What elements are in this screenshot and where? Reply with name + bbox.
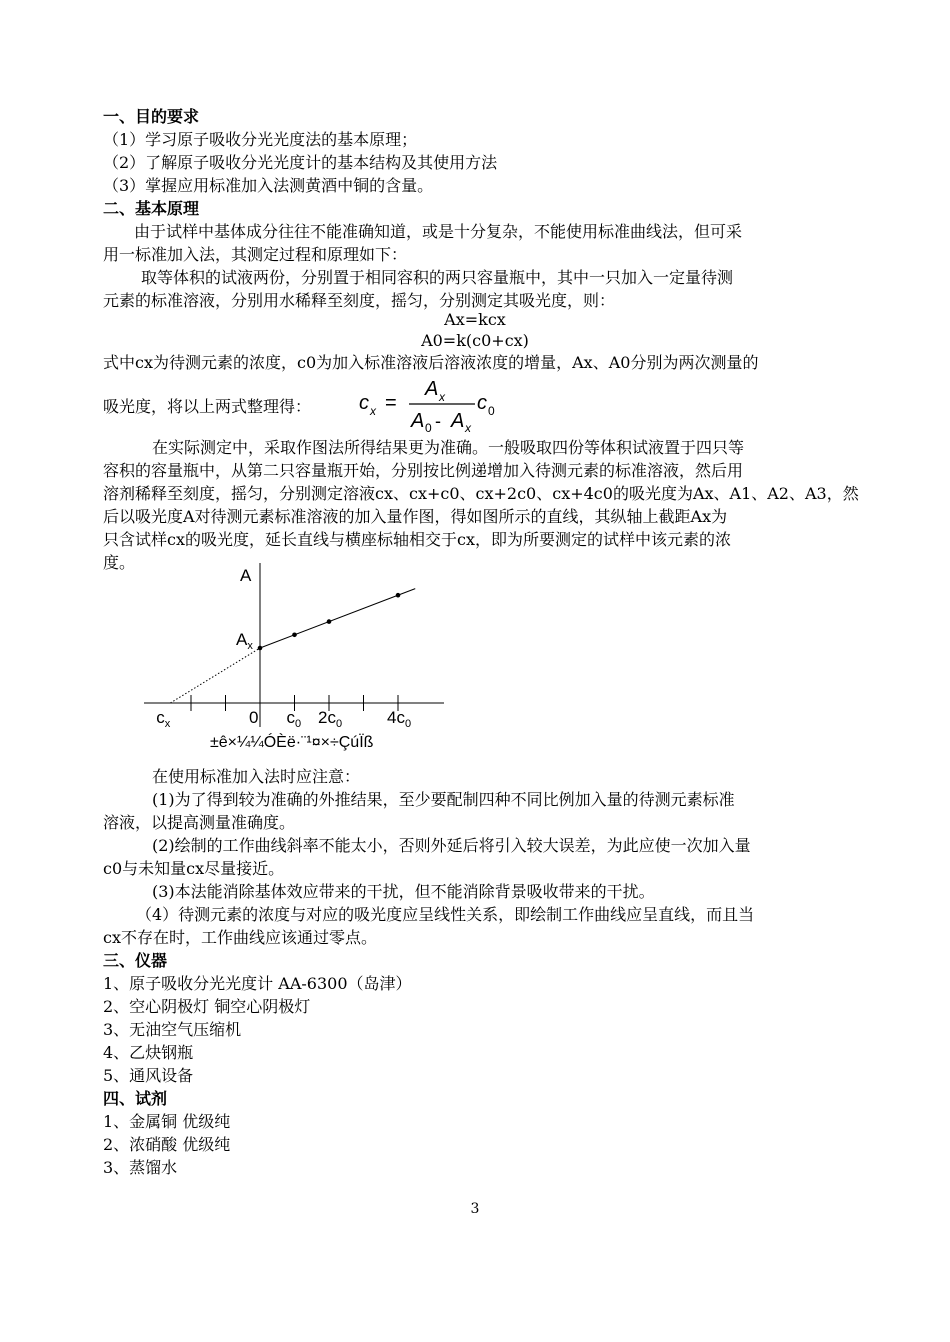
svg-text:0: 0: [488, 404, 495, 418]
x-tick-label-1: $c_x$: [156, 708, 171, 730]
notes-intro: 在使用标准加入法时应注意：: [152, 767, 361, 786]
y-axis-label: A: [240, 566, 252, 585]
chart-caption: ±ê×¼¼ÓÈë·¨¹¤×÷ÇúÏß: [210, 734, 374, 751]
x-tick-label-3: $c_0$: [286, 708, 302, 730]
principle-para2-line1: 取等体积的试液两份，分别置于相同容积的两只容量瓶中，其中一只加入一定量待测: [141, 268, 734, 287]
note-1-line2: 溶液，以提高测量准确度。: [103, 813, 296, 832]
intercept-label: $A_x$: [236, 630, 253, 652]
section-heading-principle: 二、基本原理: [103, 199, 200, 218]
section-heading-reagents: 四、试剂: [103, 1089, 168, 1108]
instrument-item-2: 2、空心阴极灯 铜空心阴极灯: [103, 997, 311, 1016]
principle-para5-line4: 后以吸光度A对待测元素标准溶液的加入量作图，得如图所示的直线，其纵轴上截距Ax为: [103, 507, 728, 526]
note-1-line1: (1)为了得到较为准确的外推结果，至少要配制四种不同比例加入量的待测元素标准: [152, 790, 735, 809]
svg-text:A: A: [451, 410, 465, 432]
note-4-line1: （4）待测元素的浓度与对应的吸光度应呈线性关系，即绘制工作曲线应呈直线，而且当: [136, 905, 755, 924]
equation-1: Ax=kcx: [444, 310, 506, 329]
section-heading-instruments: 三、仪器: [103, 951, 168, 970]
x-tick-label-5: $4c_0$: [387, 708, 412, 730]
instrument-item-1: 1、原子吸收分光光度计 AA-6300（岛津）: [103, 974, 412, 993]
principle-para5-line1: 在实际测定中，采取作图法所得结果更为准确。一般吸取四份等体积试液置于四只等: [152, 438, 745, 457]
section-heading-goals: 一、目的要求: [103, 107, 200, 126]
principle-para1-line1: 由于试样中基体成分往往不能准确知道，或是十分复杂，不能使用标准曲线法，但可采: [134, 222, 743, 241]
regression-line: [260, 589, 415, 648]
principle-para5-line6: 度。: [103, 553, 136, 572]
note-2-line1: (2)绘制的工作曲线斜率不能太小，否则外延后将引入较大误差，为此应使一次加入量: [152, 836, 751, 855]
data-point-1: [258, 646, 263, 651]
data-point-2: [292, 633, 297, 638]
instrument-item-5: 5、通风设备: [103, 1066, 194, 1085]
svg-text:A: A: [425, 378, 439, 400]
extrapolation-line: [170, 648, 260, 703]
svg-text:c: c: [359, 392, 369, 414]
data-point-4: [396, 593, 401, 598]
note-3: (3)本法能消除基体效应带来的干扰，但不能消除背景吸收带来的干扰。: [152, 882, 655, 901]
equation-2: A0=k(c0+cx): [421, 331, 529, 350]
standard-addition-chart: [130, 555, 460, 755]
principle-para2-line2: 元素的标准溶液，分别用水稀释至刻度，摇匀，分别测定其吸光度，则：: [103, 291, 616, 310]
svg-text:-: -: [435, 411, 441, 431]
instrument-item-4: 4、乙炔钢瓶: [103, 1043, 194, 1062]
svg-text:c: c: [477, 392, 487, 414]
principle-para5-line2: 容积的容量瓶中，从第二只容量瓶开始，分别按比例递增加入待测元素的标准溶液，然后用: [103, 461, 744, 480]
svg-text:A: A: [411, 410, 425, 432]
svg-text:0: 0: [425, 421, 432, 435]
formula-cx: [355, 373, 515, 435]
principle-para5-line5: 只含试样cx的吸光度，延长直线与横座标轴相交于cx，即为所要测定的试样中该元素的浓: [103, 530, 731, 549]
page-number: 3: [470, 1201, 480, 1217]
svg-text:=: =: [385, 392, 397, 414]
intercept-label-sub: x: [247, 640, 253, 652]
svg-text:x: x: [370, 404, 376, 418]
svg-text:x: x: [439, 390, 445, 404]
principle-para1-line2: 用一标准加入法，其测定过程和原理如下：: [103, 245, 408, 264]
note-2-line2: c0与未知量cx尽量接近。: [103, 859, 285, 878]
principle-para4: 吸光度，将以上两式整理得：: [103, 397, 312, 416]
goal-item-3: （3）掌握应用标准加入法测黄酒中铜的含量。: [103, 176, 434, 195]
instrument-item-3: 3、无油空气压缩机: [103, 1020, 242, 1039]
reagent-item-1: 1、金属铜 优级纯: [103, 1112, 231, 1131]
principle-para5-line3: 溶剂稀释至刻度，摇匀，分别测定溶液cx、cx+c0、cx+2c0、cx+4c0的吸光度为Ax、A1、A2、A3，然: [103, 484, 859, 503]
data-point-3: [327, 619, 332, 624]
x-tick-label-4: $2c_0$: [318, 708, 343, 730]
x-tick-label-2: 0: [249, 708, 259, 727]
reagent-item-3: 3、蒸馏水: [103, 1158, 178, 1177]
note-4-line2: cx不存在时，工作曲线应该通过零点。: [103, 928, 377, 947]
reagent-item-2: 2、浓硝酸 优级纯: [103, 1135, 231, 1154]
svg-text:x: x: [465, 421, 471, 435]
goal-item-2: （2）了解原子吸收分光光度计的基本结构及其使用方法: [103, 153, 498, 172]
goal-item-1: （1）学习原子吸收分光光度法的基本原理；: [103, 130, 418, 149]
principle-para3: 式中cx为待测元素的浓度，c0为加入标准溶液后溶液浓度的增量，Ax、A0分别为两次测量的: [103, 353, 759, 372]
